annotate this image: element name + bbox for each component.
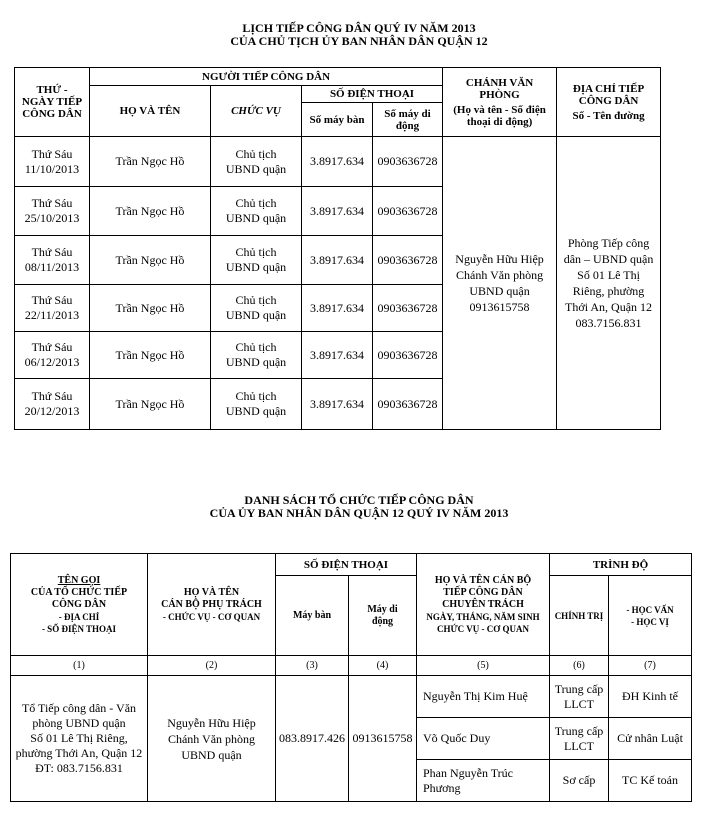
row-mobile: 0903636728 bbox=[373, 332, 443, 379]
header-desk-phone: Số máy bàn bbox=[302, 103, 373, 137]
schedule-table bbox=[14, 67, 661, 430]
header-staff: HỌ VÀ TÊN CÁN BỘ TIẾP CÔNG DÂN CHUYÊN TRÁCH NGÀY, THÁNG, NĂM SINH CHỨC VỤ - CƠ QUAN bbox=[417, 554, 550, 656]
row-name: Trần Ngọc Hồ bbox=[90, 332, 211, 379]
row-desk: 3.8917.634 bbox=[302, 187, 373, 236]
row-name: Trần Ngọc Hồ bbox=[90, 285, 211, 332]
staff-political: Trung cấp LLCT bbox=[550, 676, 609, 718]
row-desk: 3.8917.634 bbox=[302, 236, 373, 285]
header-address: ĐỊA CHỈ TIẾP CÔNG DÂN Số - Tên đường bbox=[557, 68, 661, 137]
header-level: TRÌNH ĐỘ bbox=[550, 554, 692, 576]
column-number: (5) bbox=[417, 656, 550, 676]
header-org-phone: SỐ ĐIỆN THOẠI bbox=[276, 554, 417, 576]
row-name: Trần Ngọc Hồ bbox=[90, 137, 211, 187]
row-mobile: 0903636728 bbox=[373, 236, 443, 285]
schedule-title-line2: CỦA CHỦ TỊCH ỦY BAN NHÂN DÂN QUẬN 12 bbox=[230, 34, 488, 48]
row-position: Chủ tịch UBND quận bbox=[211, 285, 302, 332]
staff-education: ĐH Kinh tế bbox=[609, 676, 692, 718]
org-cell: Tổ Tiếp công dân - Văn phòng UBND quận Số 01 Lê Thị Riêng, phường Thới An, Quận 12 ĐT: 083.7156.831 bbox=[11, 676, 148, 802]
schedule-title bbox=[0, 22, 718, 48]
row-desk: 3.8917.634 bbox=[302, 379, 373, 430]
staff-name: Nguyễn Thị Kim Huệ bbox=[417, 676, 550, 718]
organization-table bbox=[10, 553, 692, 802]
row-position: Chủ tịch UBND quận bbox=[211, 332, 302, 379]
row-position: Chủ tịch UBND quận bbox=[211, 379, 302, 430]
staff-name: Võ Quốc Duy bbox=[417, 718, 550, 760]
column-number: (4) bbox=[349, 656, 417, 676]
row-mobile: 0903636728 bbox=[373, 137, 443, 187]
staff-political: Sơ cấp bbox=[550, 760, 609, 802]
row-mobile: 0903636728 bbox=[373, 285, 443, 332]
table-row bbox=[11, 676, 692, 718]
header-position: CHỨC VỤ bbox=[211, 86, 302, 137]
organization-title-line2: CỦA ỦY BAN NHÂN DÂN QUẬN 12 QUÝ IV NĂM 2013 bbox=[209, 506, 509, 520]
header-political: CHÍNH TRỊ bbox=[550, 576, 609, 656]
row-name: Trần Ngọc Hồ bbox=[90, 236, 211, 285]
staff-education: TC Kế toán bbox=[609, 760, 692, 802]
column-number-row bbox=[11, 656, 692, 676]
row-desk: 3.8917.634 bbox=[302, 137, 373, 187]
header-day: THỨ - NGÀY TIẾP CÔNG DÂN bbox=[15, 68, 90, 137]
organization-title bbox=[0, 494, 718, 520]
row-day: Thứ Sáu 06/12/2013 bbox=[15, 332, 90, 379]
row-position: Chủ tịch UBND quận bbox=[211, 236, 302, 285]
column-number: (6) bbox=[550, 656, 609, 676]
row-mobile: 0903636728 bbox=[373, 379, 443, 430]
row-name: Trần Ngọc Hồ bbox=[90, 379, 211, 430]
row-day: Thứ Sáu 22/11/2013 bbox=[15, 285, 90, 332]
header-lead: HỌ VÀ TÊN CÁN BỘ PHỤ TRÁCH - CHỨC VỤ - CƠ QUAN bbox=[148, 554, 276, 656]
column-number: (7) bbox=[609, 656, 692, 676]
schedule-title-line1: LỊCH TIẾP CÔNG DÂN QUÝ IV NĂM 2013 bbox=[242, 21, 476, 35]
header-phone: SỐ ĐIỆN THOẠI bbox=[302, 86, 443, 103]
org-mobile-phone: 0913615758 bbox=[349, 676, 417, 802]
row-day: Thứ Sáu 20/12/2013 bbox=[15, 379, 90, 430]
row-day: Thứ Sáu 08/11/2013 bbox=[15, 236, 90, 285]
header-org: TÊN GỌI CỦA TỔ CHỨC TIẾP CÔNG DÂN - ĐỊA CHỈ - SỐ ĐIỆN THOẠI bbox=[11, 554, 148, 656]
header-education: - HỌC VẤN - HỌC VỊ bbox=[609, 576, 692, 656]
row-desk: 3.8917.634 bbox=[302, 332, 373, 379]
header-mobile: Số máy di động bbox=[373, 103, 443, 137]
row-position: Chủ tịch UBND quận bbox=[211, 137, 302, 187]
column-number: (1) bbox=[11, 656, 148, 676]
staff-education: Cử nhân Luật bbox=[609, 718, 692, 760]
staff-political: Trung cấp LLCT bbox=[550, 718, 609, 760]
column-number: (3) bbox=[276, 656, 349, 676]
row-mobile: 0903636728 bbox=[373, 187, 443, 236]
header-name: HỌ VÀ TÊN bbox=[90, 86, 211, 137]
staff-name: Phan Nguyễn Trúc Phương bbox=[417, 760, 550, 802]
row-day: Thứ Sáu 11/10/2013 bbox=[15, 137, 90, 187]
header-chief: CHÁNH VĂN PHÒNG (Họ và tên - Số điện thoại di động) bbox=[443, 68, 557, 137]
header-receiver: NGƯỜI TIẾP CÔNG DÂN bbox=[90, 68, 443, 86]
organization-title-line1: DANH SÁCH TỔ CHỨC TIẾP CÔNG DÂN bbox=[244, 493, 474, 507]
row-position: Chủ tịch UBND quận bbox=[211, 187, 302, 236]
header-org-mobile: Máy di động bbox=[349, 576, 417, 656]
org-desk-phone: 083.8917.426 bbox=[276, 676, 349, 802]
column-number: (2) bbox=[148, 656, 276, 676]
row-day: Thứ Sáu 25/10/2013 bbox=[15, 187, 90, 236]
row-name: Trần Ngọc Hồ bbox=[90, 187, 211, 236]
chief-cell: Nguyễn Hữu Hiệp Chánh Văn phòng UBND quận 0913615758 bbox=[443, 137, 557, 430]
row-desk: 3.8917.634 bbox=[302, 285, 373, 332]
table-row bbox=[15, 137, 661, 187]
header-org-desk: Máy bàn bbox=[276, 576, 349, 656]
address-cell: Phòng Tiếp công dân – UBND quận Số 01 Lê Thị Riêng, phường Thới An, Quận 12 083.7156.831 bbox=[557, 137, 661, 430]
lead-cell: Nguyễn Hữu Hiệp Chánh Văn phòng UBND quận bbox=[148, 676, 276, 802]
